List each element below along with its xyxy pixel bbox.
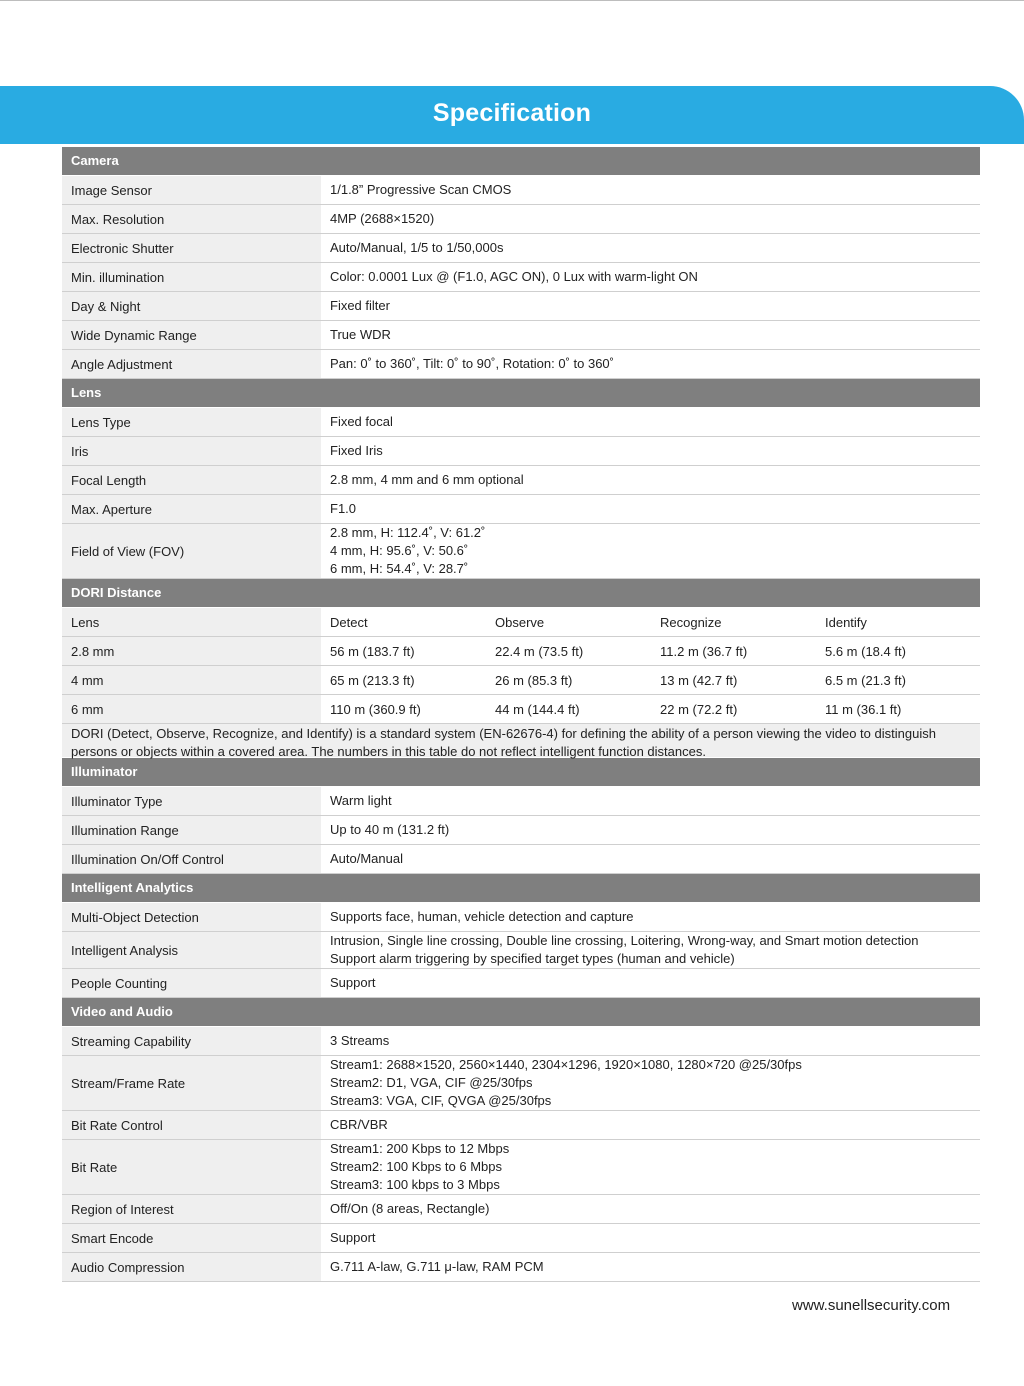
spec-value: Supports face, human, vehicle detection and capture <box>330 909 634 924</box>
dori-cell: 6.5 m (21.3 ft) <box>825 672 906 688</box>
spec-row <box>62 1195 980 1224</box>
section-header-dori: DORI Distance <box>62 579 980 608</box>
spec-row <box>62 1111 980 1140</box>
dori-cell: 56 m (183.7 ft) <box>330 643 415 659</box>
spec-label: Audio Compression <box>62 1253 321 1281</box>
dori-note: DORI (Detect, Observe, Recognize, and Identify) is a standard system (EN-62676-4) for defining the ability of a person viewing the video to distinguish persons or objects within a covered area. The numbers in this table do not reflect intelligent function distances. <box>62 724 980 758</box>
page-title: Specification <box>432 99 592 127</box>
dori-row <box>62 695 980 724</box>
fov-line: 2.8 mm, H: 112.4˚, V: 61.2˚ <box>330 525 486 540</box>
spec-value: F1.0 <box>330 501 357 516</box>
spec-row <box>62 263 980 292</box>
section-header-video: Video and Audio <box>62 998 980 1027</box>
spec-value: 2.8 mm, 4 mm and 6 mm optional <box>330 472 524 487</box>
spec-value: Support <box>330 1230 376 1245</box>
dori-cell: 11.2 m (36.7 ft) <box>660 643 748 659</box>
spec-row <box>62 816 980 845</box>
spec-value <box>321 1140 980 1194</box>
spec-row <box>62 176 980 205</box>
spec-row <box>62 787 980 816</box>
spec-row <box>62 292 980 321</box>
title-banner <box>0 86 1024 144</box>
spec-row <box>62 1224 980 1253</box>
spec-row <box>62 234 980 263</box>
spec-value: True WDR <box>330 327 391 342</box>
spec-row <box>62 1140 980 1195</box>
spec-value: Auto/Manual <box>330 851 403 866</box>
dori-row <box>62 637 980 666</box>
top-divider <box>0 0 1024 1</box>
spec-label: Region of Interest <box>62 1195 321 1223</box>
spec-label: Day & Night <box>62 292 321 320</box>
dori-cell: 44 m (144.4 ft) <box>495 701 580 717</box>
spec-label: Lens Type <box>62 408 321 436</box>
spec-label: Stream/Frame Rate <box>62 1056 321 1110</box>
spec-label: Multi-Object Detection <box>62 903 321 931</box>
spec-label: Angle Adjustment <box>62 350 321 378</box>
spec-row <box>62 205 980 234</box>
dori-header-row <box>62 608 980 637</box>
spec-value: CBR/VBR <box>330 1117 388 1132</box>
spec-label: Field of View (FOV) <box>62 524 321 578</box>
spec-label: Wide Dynamic Range <box>62 321 321 349</box>
dori-cell: 65 m (213.3 ft) <box>330 672 415 688</box>
spec-value: 4MP (2688×1520) <box>330 211 435 226</box>
spec-label: Intelligent Analysis <box>62 932 321 968</box>
bitrate-line: Stream2: 100 Kbps to 6 Mbps <box>330 1159 502 1174</box>
spec-value <box>321 1056 980 1110</box>
spec-row <box>62 903 980 932</box>
section-header-illuminator: Illuminator <box>62 758 980 787</box>
spec-value: Up to 40 m (131.2 ft) <box>330 822 450 837</box>
spec-table <box>62 147 980 1282</box>
dori-col-header: Detect <box>330 614 368 630</box>
spec-value: Warm light <box>330 793 392 808</box>
spec-label: Illuminator Type <box>62 787 321 815</box>
spec-row <box>62 437 980 466</box>
dori-row <box>62 666 980 695</box>
bitrate-line: Stream3: 100 kbps to 3 Mbps <box>330 1177 500 1192</box>
spec-value <box>321 932 980 968</box>
spec-label: Iris <box>62 437 321 465</box>
spec-value: Off/On (8 areas, Rectangle) <box>330 1201 490 1216</box>
fov-line: 4 mm, H: 95.6˚, V: 50.6˚ <box>330 543 469 558</box>
dori-cell: 4 mm <box>62 666 321 694</box>
spec-label: People Counting <box>62 969 321 997</box>
spec-label: Min. illumination <box>62 263 321 291</box>
spec-label: Electronic Shutter <box>62 234 321 262</box>
frame-line: Stream3: VGA, CIF, QVGA @25/30fps <box>330 1093 552 1108</box>
website-link[interactable]: www.sunellsecurity.com <box>792 1297 951 1314</box>
spec-value <box>321 524 980 578</box>
spec-value: 3 Streams <box>330 1033 390 1048</box>
spec-label: Focal Length <box>62 466 321 494</box>
spec-row <box>62 350 980 379</box>
spec-row-fov <box>62 524 980 579</box>
frame-line: Stream1: 2688×1520, 2560×1440, 2304×1296, 1920×1080, 1280×720 @25/30fps <box>330 1057 802 1072</box>
dori-col-header: Recognize <box>660 614 722 630</box>
spec-row <box>62 1253 980 1282</box>
spec-label: Max. Resolution <box>62 205 321 233</box>
section-header-lens: Lens <box>62 379 980 408</box>
dori-cell: 6 mm <box>62 695 321 723</box>
spec-value: G.711 A-law, G.711 μ-law, RAM PCM <box>330 1259 544 1274</box>
dori-cell: 22.4 m (73.5 ft) <box>495 643 584 659</box>
dori-cell: 13 m (42.7 ft) <box>660 672 738 688</box>
spec-row <box>62 1056 980 1111</box>
dori-cell: 2.8 mm <box>62 637 321 665</box>
spec-label: Illumination Range <box>62 816 321 844</box>
dori-col-header: Identify <box>825 614 867 630</box>
dori-col-header: Lens <box>62 608 321 636</box>
spec-row <box>62 1027 980 1056</box>
frame-line: Stream2: D1, VGA, CIF @25/30fps <box>330 1075 533 1090</box>
dori-cell: 110 m (360.9 ft) <box>330 701 421 717</box>
fov-line: 6 mm, H: 54.4˚, V: 28.7˚ <box>330 561 469 576</box>
spec-label: Bit Rate <box>62 1140 321 1194</box>
spec-row <box>62 321 980 350</box>
spec-value: Fixed focal <box>330 414 393 429</box>
spec-row <box>62 495 980 524</box>
dori-cell: 5.6 m (18.4 ft) <box>825 643 906 659</box>
section-header-analytics: Intelligent Analytics <box>62 874 980 903</box>
spec-row <box>62 466 980 495</box>
spec-row <box>62 932 980 969</box>
spec-label: Image Sensor <box>62 176 321 204</box>
spec-value: Fixed filter <box>330 298 390 313</box>
spec-label: Illumination On/Off Control <box>62 845 321 873</box>
spec-label: Smart Encode <box>62 1224 321 1252</box>
spec-value: Pan: 0˚ to 360˚, Tilt: 0˚ to 90˚, Rotation: 0˚ to 360˚ <box>330 356 614 371</box>
section-header-camera: Camera <box>62 147 980 176</box>
bitrate-line: Stream1: 200 Kbps to 12 Mbps <box>330 1141 510 1156</box>
spec-label: Max. Aperture <box>62 495 321 523</box>
analysis-line: Intrusion, Single line crossing, Double line crossing, Loitering, Wrong-way, and Smart motion detection <box>330 933 919 948</box>
spec-value: Support <box>330 975 376 990</box>
analysis-line: Support alarm triggering by specified target types (human and vehicle) <box>330 951 735 966</box>
spec-row <box>62 408 980 437</box>
spec-value: Color: 0.0001 Lux @ (F1.0, AGC ON), 0 Lux with warm-light ON <box>330 269 698 284</box>
dori-cell: 22 m (72.2 ft) <box>660 701 738 717</box>
dori-cell: 11 m (36.1 ft) <box>825 701 902 717</box>
spec-label: Bit Rate Control <box>62 1111 321 1139</box>
spec-row <box>62 845 980 874</box>
spec-value: 1/1.8” Progressive Scan CMOS <box>330 182 512 197</box>
dori-cell: 26 m (85.3 ft) <box>495 672 573 688</box>
spec-row <box>62 969 980 998</box>
dori-col-header: Observe <box>495 614 545 630</box>
spec-value: Auto/Manual, 1/5 to 1/50,000s <box>330 240 504 255</box>
spec-label: Streaming Capability <box>62 1027 321 1055</box>
spec-value: Fixed Iris <box>330 443 383 458</box>
